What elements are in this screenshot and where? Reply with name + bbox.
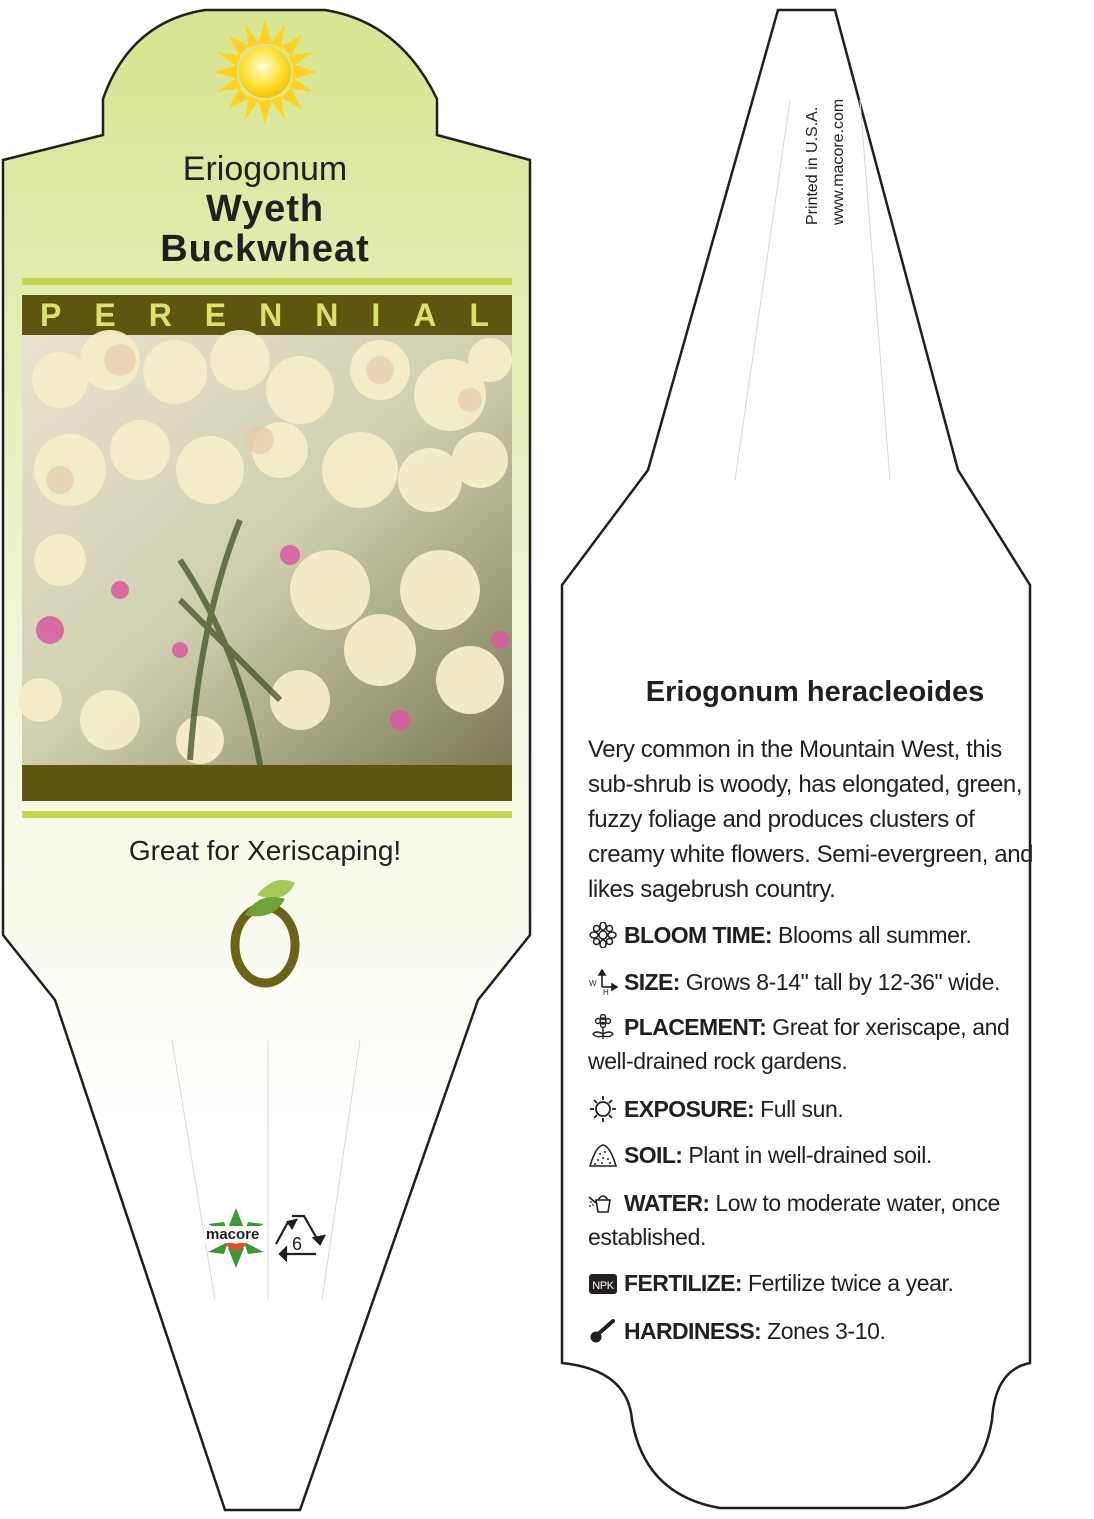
attribute-value: Low to moderate water, once established.: [588, 1190, 1000, 1250]
attribute-soil: [588, 1138, 1038, 1172]
attribute-label: WATER:: [624, 1190, 710, 1216]
attribute-value: Full sun.: [760, 1096, 844, 1122]
svg-text:H: H: [603, 988, 609, 995]
attribute-exposure: [588, 1092, 1038, 1126]
attribute-value: Grows 8-14" tall by 12-36" wide.: [685, 969, 1000, 995]
attribute-label: SIZE:: [624, 969, 680, 995]
slogan: Great for Xeriscaping!: [128, 835, 402, 866]
soil-icon: [588, 1142, 618, 1168]
npk-icon: [588, 1270, 618, 1296]
plant-common-name-line1: Wyeth: [205, 188, 325, 230]
attribute-hardiness: [588, 1314, 1038, 1348]
sun-icon: [213, 20, 317, 124]
attribute-label: SOIL:: [624, 1142, 683, 1168]
sun-icon: [588, 1096, 618, 1122]
attribute-label: FERTILIZE:: [624, 1270, 742, 1296]
attribute-value: Blooms all summer.: [778, 922, 972, 948]
plant-description: Very common in the Mountain West, this sub-shrub is woody, has elongated, green, fuzzy foliage and produces clusters of creamy white flowers. Semi-evergreen, and likes sagebrush country.: [588, 736, 1034, 903]
attribute-bloom-time: [588, 918, 1038, 952]
plant-category-band: PERENNIAL: [40, 297, 522, 333]
printed-in-usa: Printed in U.S.A.: [804, 106, 821, 225]
website: www.macore.com: [830, 98, 847, 225]
attribute-value: Fertilize twice a year.: [747, 1270, 954, 1296]
plant-photo: [18, 330, 512, 765]
recycle-code: 6: [292, 1234, 303, 1254]
flower-icon: [588, 922, 618, 948]
attribute-value: Plant in well-drained soil.: [688, 1142, 932, 1168]
watering-can-icon: [588, 1190, 618, 1216]
attribute-fertilize: [588, 1266, 1038, 1300]
attribute-water: [588, 1186, 1038, 1254]
attribute-size: [588, 965, 1038, 999]
attribute-label: HARDINESS:: [624, 1318, 762, 1344]
attribute-label: PLACEMENT:: [624, 1014, 767, 1040]
attribute-value: Great for xeriscape, and well-drained rock gardens.: [588, 1014, 1010, 1074]
plant-genus: Eriogonum: [182, 150, 348, 188]
attribute-label: BLOOM TIME:: [624, 922, 772, 948]
svg-text:NPK: NPK: [592, 1280, 614, 1292]
brand-name: macore: [206, 1226, 260, 1243]
thermometer-icon: [588, 1318, 618, 1344]
placement-icon: [588, 1014, 618, 1040]
attribute-placement: [588, 1010, 1038, 1078]
attribute-value: Zones 3-10.: [767, 1318, 886, 1344]
svg-text:W: W: [589, 979, 597, 988]
plant-common-name-line2: Buckwheat: [160, 228, 370, 270]
size-icon: [588, 969, 618, 995]
scientific-name: Eriogonum heracleoides: [645, 676, 985, 708]
attribute-label: EXPOSURE:: [624, 1096, 755, 1122]
